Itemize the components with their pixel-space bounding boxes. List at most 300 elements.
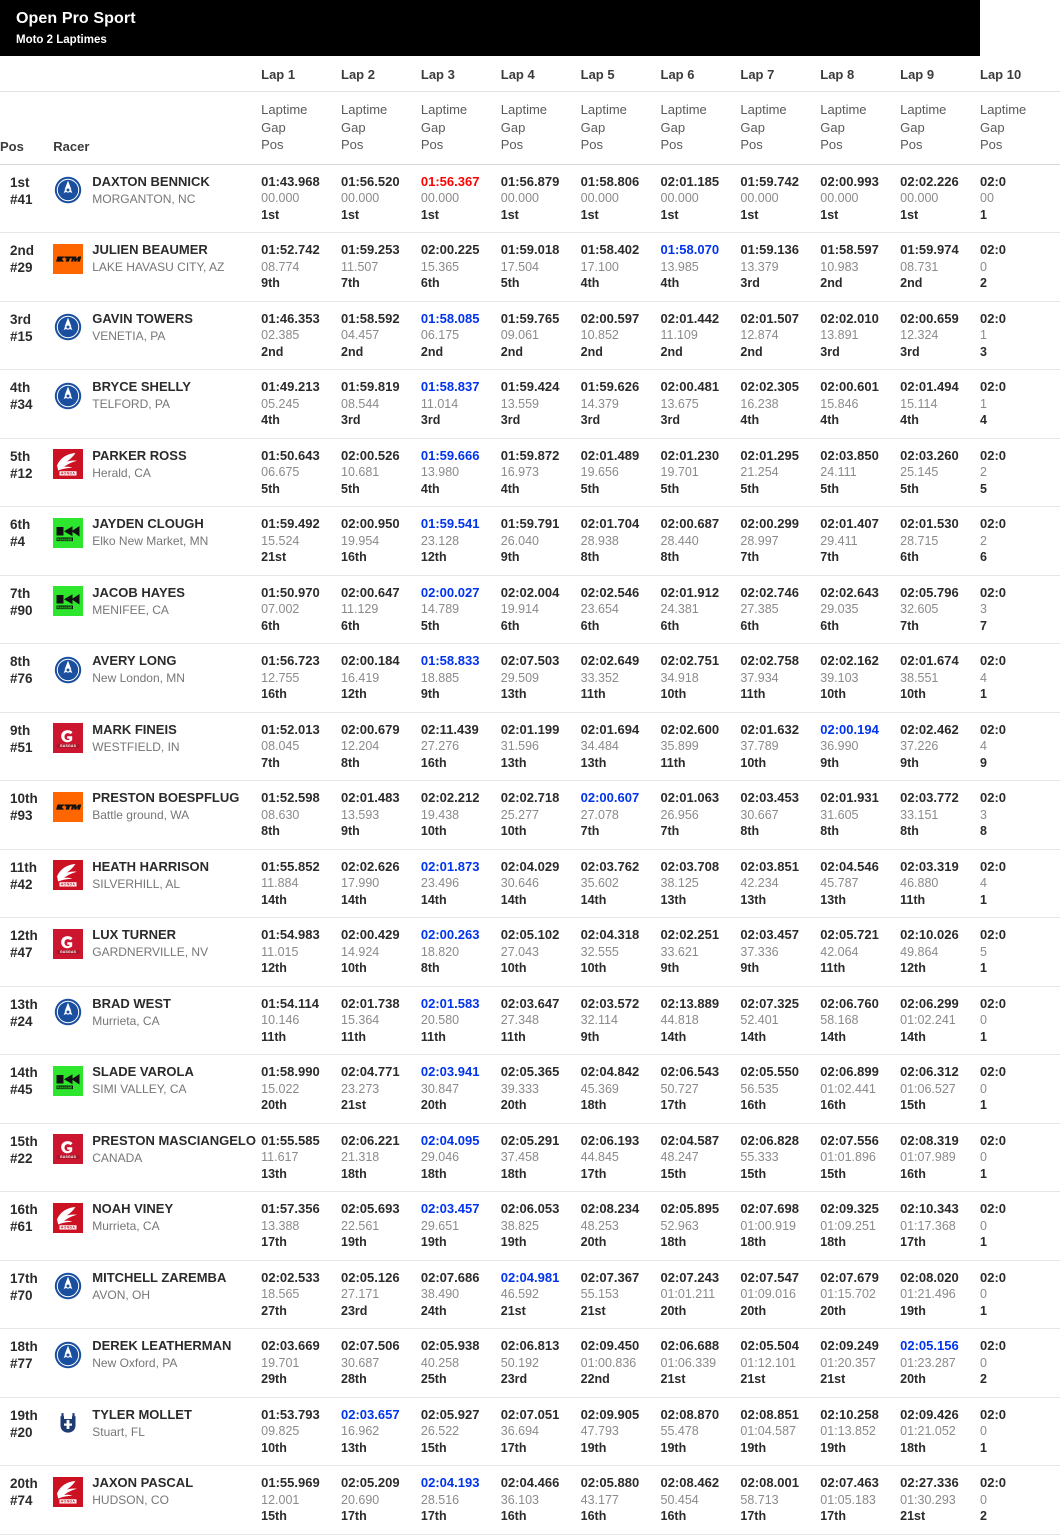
cell-lap-5 (581, 1123, 661, 1192)
cell-racer[interactable] (53, 1466, 261, 1535)
lap-gap: 17.504 (500, 259, 539, 274)
table-row[interactable] (0, 918, 1060, 987)
cell-lap-7 (740, 507, 820, 576)
racer-name: JAYDEN CLOUGH (92, 516, 204, 531)
racer-name: JACOB HAYES (92, 584, 185, 600)
table-row[interactable] (0, 1329, 1060, 1398)
lap-time: 02:04.981 (500, 1269, 560, 1285)
racer-name: MITCHELL ZAREMBA (92, 1269, 227, 1285)
lap-position: 10th (500, 961, 527, 975)
cell-lap-1 (261, 781, 341, 850)
table-row[interactable] (0, 164, 1060, 233)
rider-number: #51 (10, 739, 33, 755)
cell-racer[interactable] (53, 1260, 261, 1329)
cell-lap-8 (820, 1123, 900, 1192)
lap-time: 02:07.679 (820, 1269, 879, 1285)
lap-position: 8 (980, 824, 987, 838)
lap-time: 01:59.791 (500, 516, 560, 531)
lap-gap: 40.258 (420, 1355, 460, 1370)
lap-time: 02:00.481 (660, 379, 720, 394)
lap-position: 17th (580, 1166, 607, 1181)
lap-time: 01:59.253 (341, 242, 400, 257)
lap-gap: 10.681 (341, 465, 380, 479)
lap-gap: 2 (980, 465, 987, 479)
lap-gap: 27.276 (420, 739, 460, 753)
cell-lap-6 (661, 1260, 741, 1329)
lap-gap: 01:15.702 (820, 1287, 876, 1301)
lap-time: 02:01.185 (660, 173, 720, 189)
cell-lap-4 (501, 233, 581, 302)
lap-position: 14th (820, 1029, 846, 1044)
lap-time: 01:54.114 (261, 995, 319, 1011)
lap-time: 02:06.221 (341, 1132, 400, 1148)
lap-gap: 0 (980, 1287, 987, 1301)
lap-time: 01:58.597 (820, 242, 879, 257)
lap-time: 01:56.367 (420, 173, 480, 189)
sublabel-pos: Pos (341, 137, 364, 152)
lap-position: 19th (420, 1235, 447, 1249)
rider-number: #41 (10, 191, 33, 207)
lap-position: 14th (580, 892, 607, 907)
lap-position: 1 (980, 1235, 987, 1249)
lap-gap: 00.000 (900, 191, 939, 205)
cell-lap-4 (501, 1329, 581, 1398)
cell-lap-8 (820, 301, 900, 370)
lap-gap: 15.365 (420, 259, 460, 274)
lap-position: 7 (980, 618, 987, 633)
cell-lap-4 (501, 1123, 581, 1192)
table-row[interactable] (0, 507, 1060, 576)
header-lap-sublabels-1 (261, 92, 341, 165)
lap-position: 16th (660, 1509, 687, 1523)
cell-lap-2 (341, 712, 421, 781)
lap-position: 18th (660, 1235, 687, 1249)
cell-lap-2 (341, 986, 421, 1055)
lap-gap: 56.535 (740, 1081, 779, 1096)
lap-time: 02:04.318 (580, 927, 640, 942)
gasgas-logo-icon (53, 929, 83, 959)
svg-text:GASGAS: GASGAS (60, 744, 77, 749)
header-lap-sublabels-8 (820, 92, 900, 165)
lap-gap: 08.731 (900, 259, 939, 274)
table-row[interactable] (0, 1123, 1060, 1192)
table-row[interactable] (0, 370, 1060, 439)
lap-gap: 37.226 (900, 739, 939, 753)
table-row[interactable] (0, 1055, 1060, 1124)
cell-racer[interactable] (53, 164, 261, 233)
rider-number: #70 (10, 1287, 33, 1303)
racer-hometown: HUDSON, CO (92, 1493, 169, 1507)
lap-time: 02:27.336 (900, 1475, 959, 1490)
table-row[interactable] (0, 438, 1060, 507)
cell-lap-8 (820, 1466, 900, 1535)
lap-position: 5th (261, 481, 280, 496)
lap-position: 1 (980, 1303, 987, 1318)
cell-lap-9 (900, 1397, 980, 1466)
cell-lap-9 (900, 1055, 980, 1124)
table-row[interactable] (0, 233, 1060, 302)
cell-lap-1 (261, 1329, 341, 1398)
table-row[interactable] (0, 1260, 1060, 1329)
sublabel-pos: Pos (660, 137, 683, 152)
lap-position: 14th (261, 892, 287, 907)
cell-lap-3 (421, 1055, 501, 1124)
lap-gap: 37.934 (740, 670, 779, 685)
cell-lap-5 (581, 1397, 661, 1466)
cell-lap-1 (261, 164, 341, 233)
lap-position: 15th (900, 1098, 926, 1112)
table-row[interactable] (0, 1397, 1060, 1466)
lap-time: 01:59.819 (341, 379, 400, 394)
lap-position: 1st (341, 207, 360, 222)
cell-racer[interactable] (53, 370, 261, 439)
cell-lap-6 (661, 986, 741, 1055)
sublabel-laptime: Laptime (740, 102, 787, 117)
lap-position: 2 (980, 276, 987, 290)
lap-position: 13th (580, 755, 607, 770)
rider-number: #77 (10, 1356, 33, 1371)
lap-gap: 47.793 (580, 1424, 619, 1438)
lap-gap: 36.103 (500, 1492, 539, 1507)
cell-lap-8 (820, 986, 900, 1055)
lap-time: 02:06.193 (580, 1132, 640, 1148)
lap-position: 16th (820, 1098, 846, 1112)
cell-lap-3 (421, 575, 501, 644)
cell-lap-7 (740, 1123, 820, 1192)
lap-position: 6th (820, 618, 840, 633)
overall-position: 12th (10, 928, 38, 943)
cell-racer[interactable] (53, 233, 261, 302)
lap-time: 01:57.356 (261, 1201, 320, 1216)
lap-position: 7th (261, 755, 280, 770)
lap-gap: 27.043 (500, 944, 539, 959)
yamaha-logo-icon (53, 1271, 83, 1301)
lap-time: 01:52.598 (261, 790, 320, 805)
svg-text:HONDA: HONDA (60, 1225, 76, 1230)
cell-lap-2 (341, 1260, 421, 1329)
cell-lap-10 (980, 1055, 1060, 1124)
laptimes-table-scroll[interactable] (0, 56, 1027, 1535)
lap-time: 02:01.873 (420, 858, 480, 874)
lap-position: 9 (980, 755, 987, 770)
lap-gap: 42.064 (820, 944, 859, 959)
lap-gap: 29.509 (500, 670, 539, 685)
table-row[interactable] (0, 986, 1060, 1055)
lap-time: 02:02.746 (740, 584, 799, 600)
lap-gap: 34.484 (580, 739, 619, 753)
lap-gap: 31.596 (500, 739, 539, 753)
lap-gap: 01:00.836 (580, 1355, 637, 1370)
cell-lap-9 (900, 507, 980, 576)
cell-racer[interactable] (53, 1192, 261, 1261)
lap-gap: 01:09.016 (740, 1287, 796, 1301)
lap-position: 14th (341, 892, 367, 907)
page-subtitle: Moto 2 Laptimes (16, 34, 107, 46)
lap-time: 02:0 (980, 1475, 1007, 1490)
lap-time: 02:01.674 (900, 653, 959, 668)
svg-text:HONDA: HONDA (60, 471, 76, 476)
cell-lap-9 (900, 438, 980, 507)
honda-logo-icon (53, 860, 83, 890)
lap-position: 18th (580, 1098, 607, 1112)
lap-gap: 28.938 (580, 533, 619, 548)
lap-gap: 19.914 (500, 602, 539, 616)
lap-gap: 00.000 (820, 191, 859, 205)
lap-gap: 39.103 (820, 670, 859, 685)
lap-position: 2nd (740, 344, 763, 359)
racer-hometown: MORGANTON, NC (92, 191, 196, 206)
cell-lap-9 (900, 712, 980, 781)
lap-position: 9th (580, 1029, 600, 1044)
lap-position: 11th (660, 755, 686, 770)
lap-gap: 27.348 (500, 1013, 539, 1027)
cell-lap-8 (820, 849, 900, 918)
cell-lap-9 (900, 1329, 980, 1398)
lap-position: 3rd (820, 344, 840, 359)
table-body (0, 164, 1060, 1534)
lap-gap: 00.000 (420, 191, 460, 205)
cell-lap-2 (341, 438, 421, 507)
table-row[interactable] (0, 1466, 1060, 1535)
cell-racer[interactable] (53, 849, 261, 918)
cell-lap-9 (900, 1192, 980, 1261)
lap-time: 01:58.592 (341, 310, 400, 326)
header-lap-label: Lap 4 (500, 67, 535, 82)
sublabel-gap: Gap (580, 119, 606, 135)
lap-time: 01:50.643 (261, 447, 320, 463)
lap-time: 01:59.765 (500, 310, 560, 326)
lap-gap: 37.336 (740, 944, 779, 959)
cell-racer[interactable] (53, 1123, 261, 1192)
lap-position: 13th (660, 892, 687, 907)
lap-time: 02:05.796 (900, 584, 959, 600)
lap-gap: 15.524 (261, 533, 300, 548)
lap-time: 01:56.723 (261, 653, 320, 668)
table-row[interactable] (0, 301, 1060, 370)
cell-lap-10 (980, 986, 1060, 1055)
cell-lap-3 (421, 301, 501, 370)
lap-position: 19th (500, 1235, 527, 1249)
lap-time: 02:05.927 (420, 1406, 480, 1422)
svg-text:HONDA: HONDA (60, 882, 76, 887)
lap-gap: 16.238 (740, 396, 779, 411)
lap-position: 20th (660, 1303, 687, 1318)
racer-hometown: GARDNERVILLE, NV (92, 945, 209, 959)
lap-gap: 34.918 (660, 670, 699, 685)
lap-position: 18th (900, 1440, 926, 1455)
sublabel-laptime: Laptime (820, 102, 867, 117)
cell-racer[interactable] (53, 1055, 261, 1124)
lap-time: 02:10.343 (900, 1201, 959, 1216)
lap-position: 4th (420, 481, 440, 496)
overall-position: 18th (10, 1339, 38, 1354)
lap-time: 02:01.483 (341, 790, 400, 805)
cell-lap-8 (820, 1397, 900, 1466)
lap-gap: 50.454 (660, 1492, 699, 1507)
cell-racer[interactable] (53, 301, 261, 370)
cell-lap-7 (740, 438, 820, 507)
cell-lap-8 (820, 438, 900, 507)
table-row[interactable] (0, 712, 1060, 781)
cell-racer[interactable] (53, 1329, 261, 1398)
cell-lap-1 (261, 438, 341, 507)
lap-time: 02:04.095 (420, 1132, 480, 1148)
sublabel-laptime: Laptime (580, 102, 627, 117)
svg-text:Kawasaki: Kawasaki (57, 536, 73, 541)
cell-position (0, 1192, 53, 1261)
lap-position: 10th (500, 824, 527, 838)
lap-time: 01:59.492 (261, 516, 320, 531)
lap-time: 02:00.647 (341, 584, 400, 600)
kawasaki-logo-icon (53, 1066, 83, 1096)
lap-gap: 32.555 (580, 944, 619, 959)
lap-gap: 58.713 (740, 1492, 779, 1507)
sublabel-pos: Pos (261, 137, 284, 152)
lap-position: 3rd (500, 413, 521, 427)
cell-lap-2 (341, 507, 421, 576)
lap-position: 7th (341, 276, 360, 290)
lap-position: 2nd (580, 344, 603, 359)
lap-gap: 01:21.496 (900, 1287, 956, 1301)
table-head (0, 56, 1060, 164)
lap-position: 19th (660, 1440, 687, 1455)
lap-position: 14th (500, 892, 527, 907)
lap-time: 02:0 (980, 1406, 1007, 1422)
cell-lap-5 (581, 644, 661, 713)
lap-time: 02:00.601 (820, 379, 879, 394)
lap-position: 9th (740, 961, 760, 975)
racer-hometown: Elko New Market, MN (92, 534, 209, 548)
lap-time: 01:59.974 (900, 242, 959, 257)
cell-racer[interactable] (53, 781, 261, 850)
lap-position: 15th (660, 1166, 687, 1181)
lap-time: 02:05.895 (660, 1201, 720, 1216)
cell-racer[interactable] (53, 918, 261, 987)
cell-lap-10 (980, 370, 1060, 439)
cell-lap-10 (980, 781, 1060, 850)
lap-time: 02:02.226 (900, 173, 959, 189)
lap-position: 4th (580, 276, 600, 290)
table-row[interactable] (0, 1192, 1060, 1261)
lap-position: 3rd (660, 413, 680, 427)
racer-name: PRESTON BOESPFLUG (92, 790, 240, 805)
sublabel-gap: Gap (420, 119, 446, 135)
lap-position: 27th (261, 1303, 287, 1318)
lap-position: 18th (500, 1166, 527, 1181)
cell-lap-4 (501, 918, 581, 987)
lap-gap: 01:06.527 (900, 1081, 956, 1096)
cell-lap-1 (261, 712, 341, 781)
lap-gap: 32.114 (580, 1013, 618, 1027)
lap-time: 02:08.462 (660, 1475, 720, 1490)
racer-hometown: AVON, OH (92, 1287, 151, 1302)
cell-lap-5 (581, 712, 661, 781)
cell-lap-7 (740, 849, 820, 918)
cell-lap-7 (740, 781, 820, 850)
lap-gap: 09.825 (261, 1424, 300, 1438)
sublabel-gap: Gap (900, 119, 925, 135)
cell-racer[interactable] (53, 507, 261, 576)
table-row[interactable] (0, 849, 1060, 918)
table-row[interactable] (0, 781, 1060, 850)
cell-lap-6 (661, 1055, 741, 1124)
lap-time: 02:05.938 (420, 1338, 480, 1353)
racer-hometown: Stuart, FL (92, 1424, 145, 1439)
lap-time: 02:0 (980, 447, 1007, 463)
lap-position: 5th (900, 481, 919, 496)
cell-racer[interactable] (53, 438, 261, 507)
lap-position: 10th (261, 1440, 287, 1455)
racer-hometown: Battle ground, WA (92, 808, 190, 822)
cell-lap-3 (421, 438, 501, 507)
cell-position (0, 1329, 53, 1398)
lap-time: 02:07.051 (500, 1406, 560, 1422)
table-row[interactable] (0, 575, 1060, 644)
cell-lap-6 (661, 1397, 741, 1466)
lap-time: 02:03.457 (740, 927, 799, 942)
lap-position: 21st (580, 1303, 606, 1318)
header-lap-3 (421, 56, 501, 92)
lap-position: 20th (261, 1098, 287, 1112)
cell-racer[interactable] (53, 986, 261, 1055)
lap-time: 02:06.299 (900, 995, 959, 1011)
cell-lap-3 (421, 712, 501, 781)
lap-position: 11th (341, 1029, 367, 1044)
lap-position: 2nd (261, 344, 284, 359)
overall-position: 6th (10, 517, 31, 532)
lap-position: 2 (980, 1372, 987, 1386)
cell-lap-2 (341, 1466, 421, 1535)
cell-racer[interactable] (53, 1397, 261, 1466)
honda-logo-icon (53, 449, 83, 479)
lap-time: 02:0 (980, 1064, 1007, 1079)
cell-lap-7 (740, 164, 820, 233)
lap-gap: 12.324 (900, 328, 939, 342)
cell-lap-9 (900, 781, 980, 850)
lap-time: 02:05.721 (820, 927, 879, 942)
rider-number: #24 (10, 1013, 33, 1029)
lap-time: 02:03.319 (900, 858, 959, 874)
lap-gap: 0 (980, 1013, 987, 1027)
cell-lap-8 (820, 1192, 900, 1261)
lap-gap: 10.146 (261, 1013, 300, 1027)
lap-gap: 36.990 (820, 739, 859, 753)
lap-gap: 1 (980, 396, 987, 411)
cell-racer[interactable] (53, 575, 261, 644)
lap-gap: 01:09.251 (820, 1218, 876, 1233)
lap-time: 01:53.793 (261, 1406, 320, 1422)
cell-lap-8 (820, 233, 900, 302)
cell-lap-5 (581, 918, 661, 987)
racer-hometown: SILVERHILL, AL (92, 876, 181, 891)
header-lap-9 (900, 56, 980, 92)
lap-time: 02:09.426 (900, 1406, 959, 1422)
lap-gap: 11.617 (261, 1150, 299, 1164)
lap-time: 02:00.225 (420, 242, 480, 257)
lap-position: 10th (660, 687, 687, 701)
cell-racer[interactable] (53, 712, 261, 781)
lap-position: 4th (261, 413, 280, 427)
racer-hometown: New London, MN (92, 671, 185, 685)
lap-gap: 13.379 (740, 259, 779, 274)
table-row[interactable] (0, 644, 1060, 713)
header-lap-2 (341, 56, 421, 92)
cell-position (0, 918, 53, 987)
cell-lap-8 (820, 507, 900, 576)
lap-time: 02:07.503 (500, 653, 560, 668)
lap-gap: 16.973 (500, 465, 539, 479)
cell-racer[interactable] (53, 644, 261, 713)
